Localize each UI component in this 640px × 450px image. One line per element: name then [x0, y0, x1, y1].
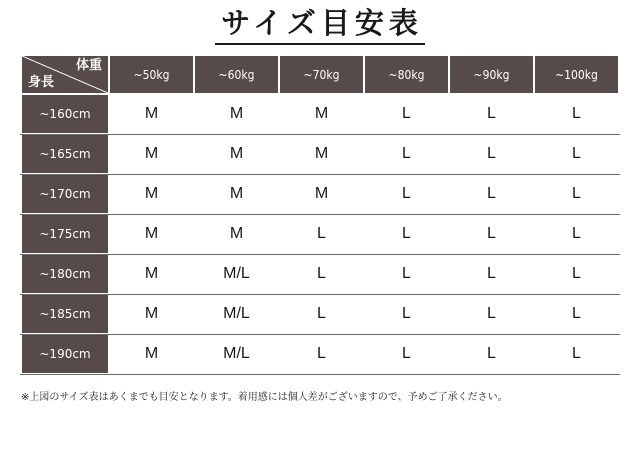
size-cell: M — [110, 335, 193, 373]
row-divider — [20, 294, 620, 295]
size-cell: L — [450, 255, 533, 293]
weight-label: 体重 — [75, 58, 102, 73]
table-row — [22, 255, 618, 293]
size-cell: L — [365, 135, 448, 173]
size-cell: M — [195, 215, 278, 253]
height-row-header: ~175cm — [22, 215, 108, 253]
size-cell: M — [195, 175, 278, 213]
row-divider — [20, 174, 620, 175]
size-cell: M — [110, 215, 193, 253]
size-cell: L — [365, 255, 448, 293]
row-divider — [20, 214, 620, 215]
size-cell: M — [110, 295, 193, 333]
weight-column-header: ~90kg — [450, 56, 533, 93]
size-cell: L — [280, 295, 363, 333]
row-divider — [20, 374, 620, 375]
title-area — [0, 0, 640, 50]
size-cell: L — [280, 255, 363, 293]
weight-column-header: ~60kg — [195, 56, 278, 93]
size-cell: L — [365, 335, 448, 373]
height-row-header: ~160cm — [22, 95, 108, 133]
weight-column-header: ~50kg — [110, 56, 193, 93]
row-divider — [20, 254, 620, 255]
weight-column-header: ~80kg — [365, 56, 448, 93]
size-cell: M — [110, 135, 193, 173]
height-row-header: ~180cm — [22, 255, 108, 293]
size-cell: L — [450, 335, 533, 373]
size-cell: L — [365, 295, 448, 333]
table-row — [22, 295, 618, 333]
size-cell: M — [280, 175, 363, 213]
size-cell: L — [280, 335, 363, 373]
size-cell: L — [450, 95, 533, 133]
size-cell: M — [110, 255, 193, 293]
row-divider — [20, 334, 620, 335]
size-cell: M — [110, 175, 193, 213]
size-cell: L — [365, 95, 448, 133]
size-cell: L — [535, 215, 618, 253]
size-cell: M/L — [195, 335, 278, 373]
size-cell: L — [450, 215, 533, 253]
size-cell: L — [535, 135, 618, 173]
size-cell: M — [195, 135, 278, 173]
height-row-header: ~165cm — [22, 135, 108, 173]
corner-header — [22, 56, 108, 93]
size-cell: L — [450, 175, 533, 213]
disclaimer-note: ※上図のサイズ表はあくまでも目安となります。着用感には個人差がございますので、予めご了承ください。 — [21, 392, 508, 403]
size-cell: L — [535, 95, 618, 133]
size-cell: M — [110, 95, 193, 133]
weight-column-header: ~70kg — [280, 56, 363, 93]
size-cell: L — [450, 295, 533, 333]
size-cell: L — [535, 175, 618, 213]
size-cell: L — [535, 295, 618, 333]
size-cell: L — [450, 135, 533, 173]
size-cell: M/L — [195, 255, 278, 293]
height-row-header: ~170cm — [22, 175, 108, 213]
weight-column-header: ~100kg — [535, 56, 618, 93]
height-row-header: ~190cm — [22, 335, 108, 373]
size-cell: L — [365, 215, 448, 253]
page-title: サイズ目安表 — [215, 5, 425, 45]
height-row-header: ~185cm — [22, 295, 108, 333]
row-divider — [20, 134, 620, 135]
size-cell: M — [280, 95, 363, 133]
table-row — [22, 215, 618, 253]
table-row — [22, 175, 618, 213]
size-cell: M — [195, 95, 278, 133]
table-row — [22, 335, 618, 373]
size-cell: M/L — [195, 295, 278, 333]
size-cell: L — [280, 215, 363, 253]
table-row — [22, 135, 618, 173]
header-row — [22, 56, 618, 93]
size-cell: L — [535, 255, 618, 293]
size-cell: L — [535, 335, 618, 373]
size-cell: L — [365, 175, 448, 213]
size-cell: M — [280, 135, 363, 173]
height-label: 身長 — [28, 75, 55, 90]
table-row — [22, 95, 618, 133]
